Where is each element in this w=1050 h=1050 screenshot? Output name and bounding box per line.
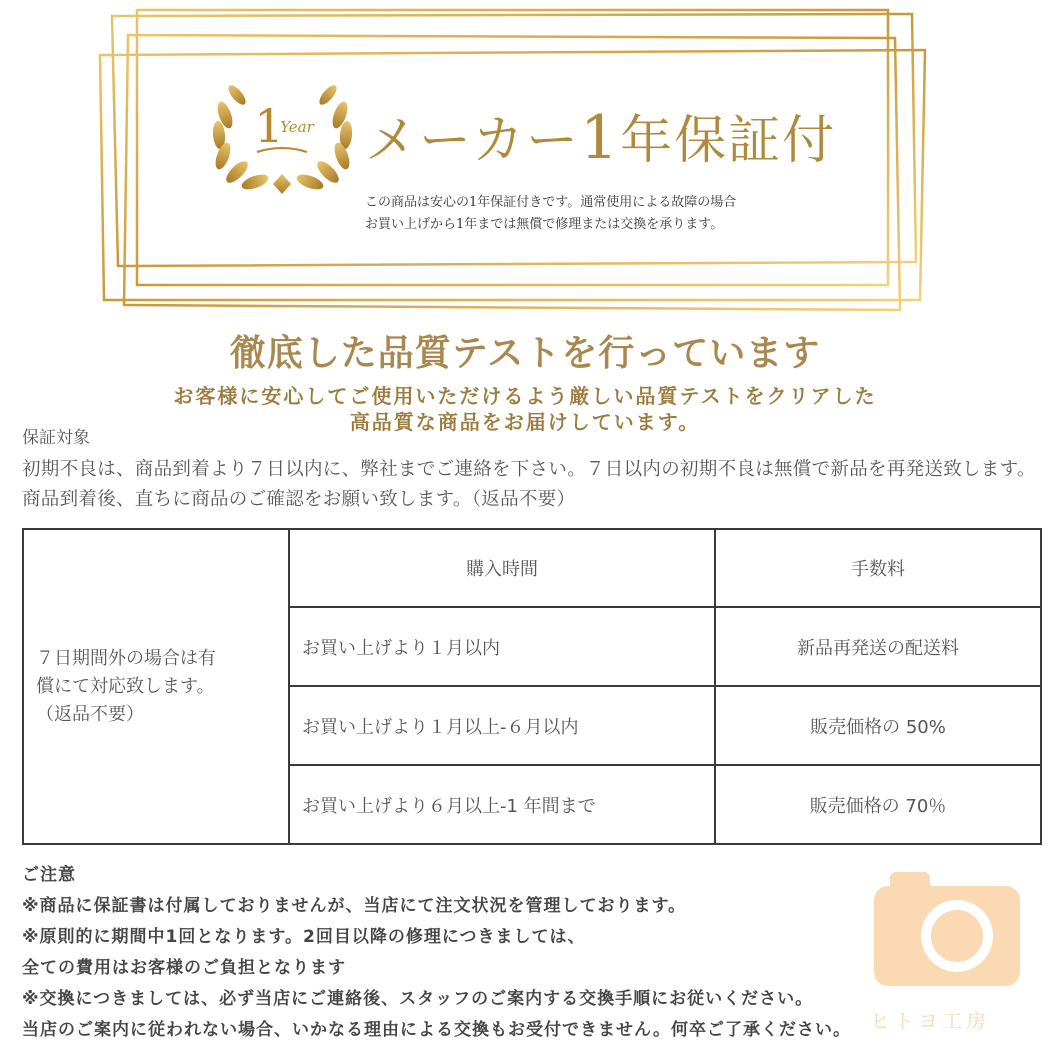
guarantee-label: 保証対象	[22, 428, 90, 448]
warranty-desc-line2: お買い上げから1年までは無償で修理または交換を承ります。	[365, 217, 724, 232]
fee-table	[22, 528, 1042, 845]
notes-line3: 全ての費用はお客様のご負担となります	[22, 958, 346, 978]
warranty-description	[365, 192, 736, 236]
quality-heading: 徹底した品質テストを行っています	[229, 332, 821, 374]
header-fee: 手数料	[715, 529, 1041, 607]
quality-sub-line1: お客様に安心してご使用いただけるよう厳しい品質テストをクリアした	[173, 384, 877, 408]
guarantee-text: 初期不良は、商品到着より７日以内に、弊社までご連絡を下さい。７日以内の初期不良は無償で新品を再発送致します。商品到着後、直ちに商品のご確認をお願い致します。（返品不要）	[22, 459, 1036, 510]
fee-cell: 販売価格の 50%	[715, 686, 1041, 765]
notes-title: ご注意	[22, 865, 76, 885]
table-header-row	[23, 529, 1041, 607]
header-purchase-time: 購入時間	[289, 529, 715, 607]
left-cell-line2: 償にて対応致します。	[36, 675, 215, 697]
notes-line1: ※商品に保証書は付属しておりませんが、当店にて注文状況を管理しております。	[22, 896, 687, 916]
quality-subtext	[0, 383, 1050, 435]
notes-line4: ※交換につきましては、必ず当店にご連絡後、スタッフのご案内する交換手順にお従いください。	[22, 989, 814, 1009]
left-cell-line3: （返品不要）	[36, 703, 144, 725]
table-left-cell	[23, 529, 289, 844]
quality-sub-line2: 高品質な商品をお届けしています。	[349, 410, 701, 434]
fee-cell: 販売価格の 70％	[715, 765, 1041, 844]
period-cell: お買い上げより６月以上-1 年間まで	[289, 765, 715, 844]
fee-cell: 新品再発送の配送料	[715, 607, 1041, 686]
left-cell-line1: ７日期間外の場合は有	[36, 647, 216, 669]
laurel-badge	[205, 70, 360, 195]
period-cell: お買い上げより１月以内	[289, 607, 715, 686]
warranty-title-number: 1	[579, 103, 621, 173]
warranty-title: メーカー1年保証付	[365, 103, 837, 173]
camera-icon	[872, 868, 1022, 988]
notes-line2: ※原則的に期間中1回となります。2回目以降の修理につきましては、	[22, 927, 586, 947]
badge-word: Year	[280, 118, 314, 136]
period-cell: お買い上げより１月以上-６月以内	[289, 686, 715, 765]
shop-watermark: ヒトヨ工房	[870, 1009, 990, 1033]
notes-line5: 当店のご案内に従われない場合、いかなる理由による交換もお受付できません。何卒ご了承ください。	[22, 1020, 852, 1040]
notes-section	[22, 860, 851, 1046]
warranty-desc-line1: この商品は安心の1年保証付きです。通常使用による故障の場合	[365, 195, 737, 210]
badge-number: 1	[254, 99, 284, 153]
